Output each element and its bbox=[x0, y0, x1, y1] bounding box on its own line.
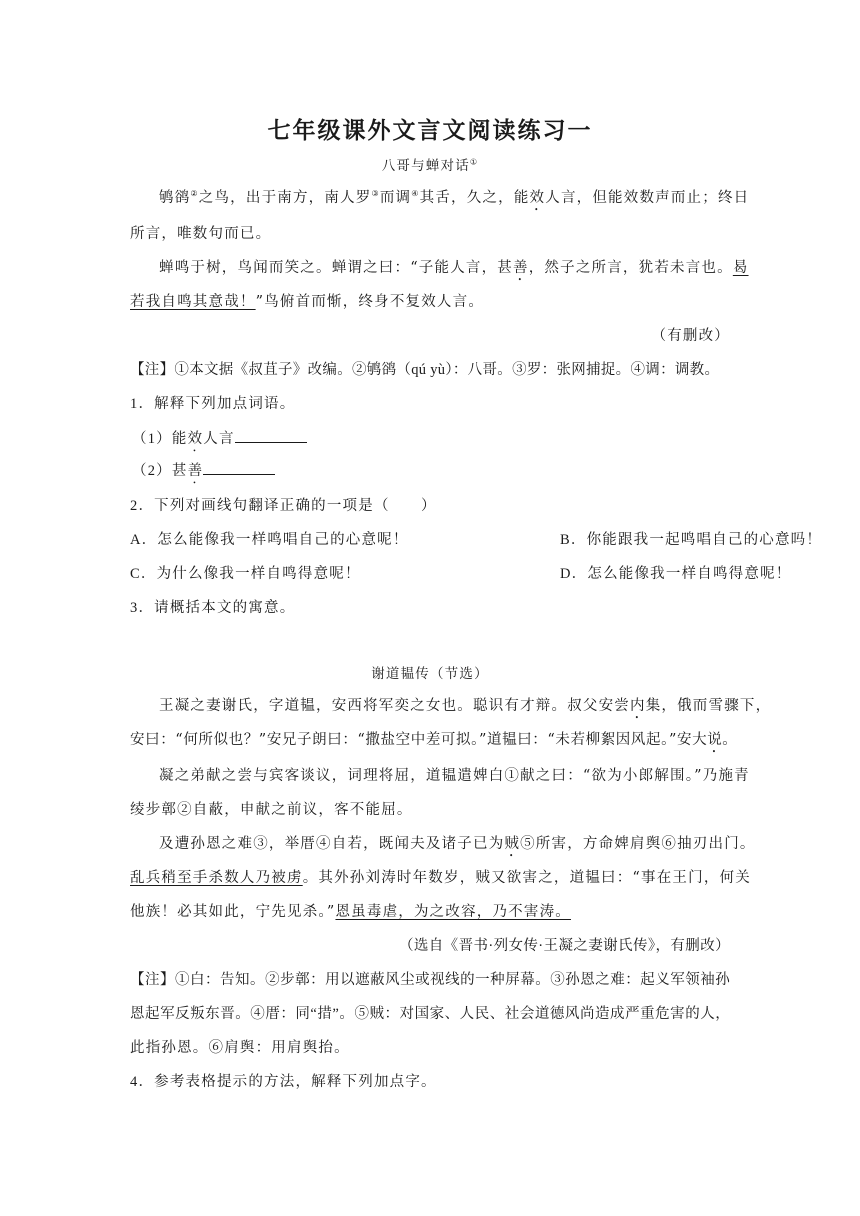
passage2-note-line2: 恩起军反叛东晋。④厝：同“措”。⑤贼：对国家、人民、社会道德风尚造成严重危害的人， bbox=[130, 1006, 730, 1022]
answer-blank[interactable] bbox=[203, 460, 275, 475]
question-3: 3．请概括本文的寓意。 bbox=[130, 600, 296, 616]
passage2-p1-line2: 安曰：“何所似也？”安兄子朗曰：“撒盐空中差可拟。”道韫曰：“未若柳絮因风起。”安大说。 bbox=[130, 732, 738, 748]
passage1-line4: 若我自鸣其意哉！”鸟俯首而惭，终身不复效人言。 bbox=[130, 294, 485, 310]
question-1-item-1: （1）能效人言 bbox=[132, 428, 732, 455]
passage2-p2-line1: 凝之弟献之尝与宾客谈议，词理将屈，道韫遣婢白①献之曰：“欲为小郎解围。”乃施青 bbox=[159, 768, 750, 784]
passage1-note: 【注】①本文据《叔苴子》改编。②鸲鹆（qú yù）：八哥。③罗：张网捕捉。④调：调教。 bbox=[130, 362, 720, 378]
passage2-note-line1: 【注】①白：告知。②步鄣：用以遮蔽风尘或视线的一种屏幕。③孙恩之难：起义军领袖孙 bbox=[130, 972, 730, 988]
passage2-p3-line1: 及遭孙恩之难③，举厝④自若，既闻夫及诸子已为贼⑤所害，方命婢肩舆⑥抽刃出门。 bbox=[159, 836, 756, 852]
question-2: 2．下列对画线句翻译正确的一项是（ ） bbox=[130, 498, 437, 514]
passage2-p3-line3: 他族！必其如此，宁先见杀。”恩虽毒虐，为之改容，乃不害涛。 bbox=[130, 904, 571, 920]
page-title: 七年级课外文言文阅读练习一 bbox=[267, 118, 593, 144]
option-b: B．你能跟我一起鸣唱自己的心意吗！ bbox=[560, 532, 823, 548]
passage2-note-line3: 此指孙恩。⑥肩舆：用肩舆抬。 bbox=[130, 1040, 350, 1056]
question-1-item-2: （2）甚善 bbox=[132, 460, 732, 487]
passage2-p1-line1: 王凝之妻谢氏，字道韫，安西将军奕之女也。聪识有才辩。叔父安尝内集，俄而雪骤下， bbox=[159, 698, 772, 714]
passage1-line1: 鸲鹆②之鸟，出于南方，南人罗③而调④其舌，久之，能效人言，但能效数声而止；终日 bbox=[159, 189, 750, 206]
question-2-options-row1 bbox=[130, 530, 823, 550]
option-c: C．为什么像我一样自鸣得意呢！ bbox=[130, 566, 361, 582]
question-1: 1．解释下列加点词语。 bbox=[130, 396, 296, 412]
question-2-options-row2 bbox=[130, 564, 792, 584]
question-4: 4．参考表格提示的方法，解释下列加点字。 bbox=[130, 1074, 437, 1090]
passage2-source: （选自《晋书·列女传·王凝之妻谢氏传》，有删改） bbox=[398, 938, 730, 954]
option-d: D．怎么能像我一样自鸣得意呢！ bbox=[560, 566, 792, 582]
passage1-source: （有删改） bbox=[651, 328, 730, 344]
option-a: A．怎么能像我一样鸣唱自己的心意呢！ bbox=[130, 532, 409, 548]
passage1-line3: 蝉鸣于树，鸟闻而笑之。蝉谓之曰：“子能人言，甚善，然子之所言，犹若未言也。曷 bbox=[159, 260, 749, 276]
passage2-heading: 谢道韫传（节选） bbox=[371, 666, 489, 682]
passage2-p2-line2: 绫步鄣②自蔽，申献之前议，客不能屈。 bbox=[130, 802, 413, 818]
passage1-heading: 八哥与蝉对话① bbox=[381, 157, 479, 174]
answer-blank[interactable] bbox=[235, 428, 307, 443]
passage1-line2: 所言，唯数句而已。 bbox=[130, 226, 272, 242]
passage2-p3-line2: 乱兵稍至手杀数人乃被虏。其外孙刘涛时年数岁，贼又欲害之，道韫曰：“事在王门，何关 bbox=[130, 870, 751, 886]
